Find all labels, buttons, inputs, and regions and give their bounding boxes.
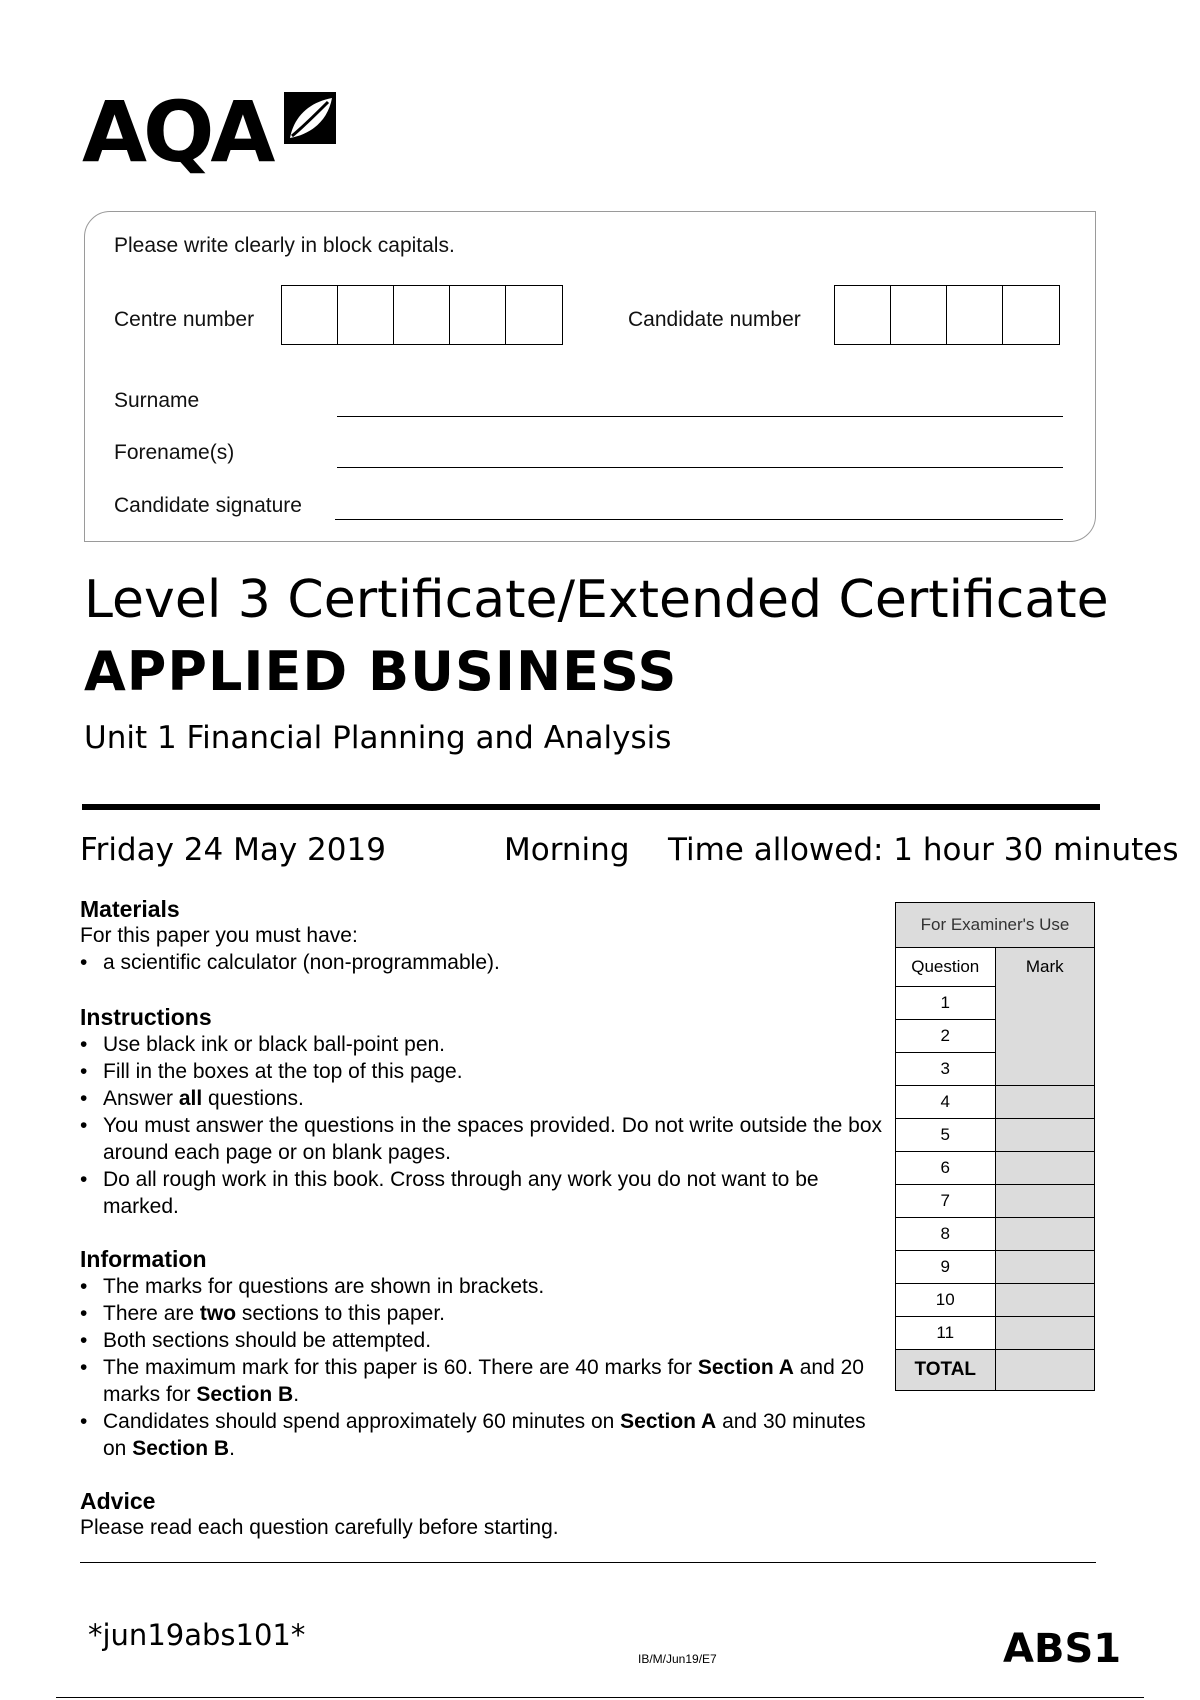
list-item: • a scientific calculator (non-programmable). (80, 949, 883, 976)
page-bottom-rule (56, 1697, 1144, 1698)
footer-divider (80, 1562, 1096, 1563)
exam-session: Morning (504, 832, 630, 868)
question-number: 5 (896, 1119, 996, 1152)
information-heading: Information (80, 1246, 207, 1272)
question-number: 2 (896, 1020, 996, 1053)
examiners-use-title: For Examiner's Use (896, 903, 1095, 948)
paper-reference: IB/M/Jun19/E7 (638, 1652, 717, 1666)
centre-digit-box[interactable] (282, 286, 338, 344)
candidate-digit-box[interactable] (947, 286, 1003, 344)
paper-code: ABS1 (1003, 1626, 1122, 1672)
centre-digit-box[interactable] (338, 286, 394, 344)
forename-label: Forename(s) (114, 441, 235, 464)
question-number: 4 (896, 1086, 996, 1119)
candidate-digit-box[interactable] (1003, 286, 1059, 344)
title-divider (82, 804, 1100, 810)
instructions-heading: Instructions (80, 1004, 212, 1030)
centre-digit-box[interactable] (450, 286, 506, 344)
total-mark-cell (995, 1350, 1095, 1391)
mark-cell (995, 1185, 1095, 1218)
candidate-details-box (84, 211, 1096, 542)
surname-field[interactable] (337, 416, 1063, 417)
barcode-text: *jun19abs101* (88, 1618, 306, 1652)
advice-text: Please read each question carefully before starting. (80, 1516, 559, 1539)
question-number: 8 (896, 1218, 996, 1251)
aqa-logo: AQA (82, 83, 272, 181)
advice-heading: Advice (80, 1488, 156, 1514)
mark-cell (995, 1317, 1095, 1350)
centre-digit-box[interactable] (394, 286, 450, 344)
mark-header: Mark (995, 948, 1095, 987)
centre-number-field[interactable] (281, 285, 563, 345)
signature-label: Candidate signature (114, 494, 302, 517)
question-number: 6 (896, 1152, 996, 1185)
list-item: • You must answer the questions in the spaces provided. Do not write outside the box around each page or on blank pages. (80, 1112, 883, 1166)
question-number: 3 (896, 1053, 996, 1086)
materials-intro: For this paper you must have: (80, 924, 358, 947)
exam-date: Friday 24 May 2019 (80, 832, 386, 868)
list-item: • The marks for questions are shown in brackets. (80, 1273, 883, 1300)
question-number: 1 (896, 987, 996, 1020)
mark-cell (995, 987, 1095, 1086)
candidate-number-label: Candidate number (628, 308, 801, 331)
candidate-number-field[interactable] (834, 285, 1060, 345)
list-item: • Do all rough work in this book. Cross through any work you do not want to be marked. (80, 1166, 883, 1220)
forename-field[interactable] (337, 467, 1063, 468)
list-item: • The maximum mark for this paper is 60. There are 40 marks for Section A and 20 marks for Section B. (80, 1354, 883, 1408)
mark-cell (995, 1251, 1095, 1284)
qualification-title: Level 3 Certificate/Extended Certificate (84, 570, 1109, 630)
materials-list (80, 949, 883, 976)
question-number: 10 (896, 1284, 996, 1317)
mark-cell (995, 1086, 1095, 1119)
list-item: • Use black ink or black ball-point pen. (80, 1031, 883, 1058)
mark-cell (995, 1218, 1095, 1251)
list-item: • There are two sections to this paper. (80, 1300, 883, 1327)
unit-title: Unit 1 Financial Planning and Analysis (84, 720, 672, 756)
question-number: 9 (896, 1251, 996, 1284)
question-number: 7 (896, 1185, 996, 1218)
list-item: • Candidates should spend approximately 60 minutes on Section A and 30 minutes on Section B. (80, 1408, 883, 1462)
surname-label: Surname (114, 389, 200, 412)
centre-digit-box[interactable] (506, 286, 562, 344)
question-number: 11 (896, 1317, 996, 1350)
examiners-use-table (895, 902, 1095, 1391)
mark-cell (995, 1284, 1095, 1317)
subject-title: APPLIED BUSINESS (84, 640, 678, 703)
list-item: • Both sections should be attempted. (80, 1327, 883, 1354)
candidate-digit-box[interactable] (835, 286, 891, 344)
information-list (80, 1273, 883, 1462)
instruction-text: Fill in the boxes at the top of this page. (103, 1060, 463, 1083)
total-label: TOTAL (896, 1350, 996, 1391)
block-capitals-instruction: Please write clearly in block capitals. (114, 234, 455, 257)
time-allowed: Time allowed: 1 hour 30 minutes (668, 832, 1179, 868)
question-header: Question (896, 948, 996, 987)
mark-cell (995, 1152, 1095, 1185)
centre-number-label: Centre number (114, 308, 255, 331)
list-item (80, 1058, 883, 1085)
aqa-leaf-icon (282, 90, 338, 146)
candidate-digit-box[interactable] (891, 286, 947, 344)
materials-heading: Materials (80, 896, 180, 922)
signature-field[interactable] (335, 519, 1063, 520)
instructions-list (80, 1031, 883, 1220)
mark-cell (995, 1119, 1095, 1152)
list-item: • Answer all questions. (80, 1085, 883, 1112)
